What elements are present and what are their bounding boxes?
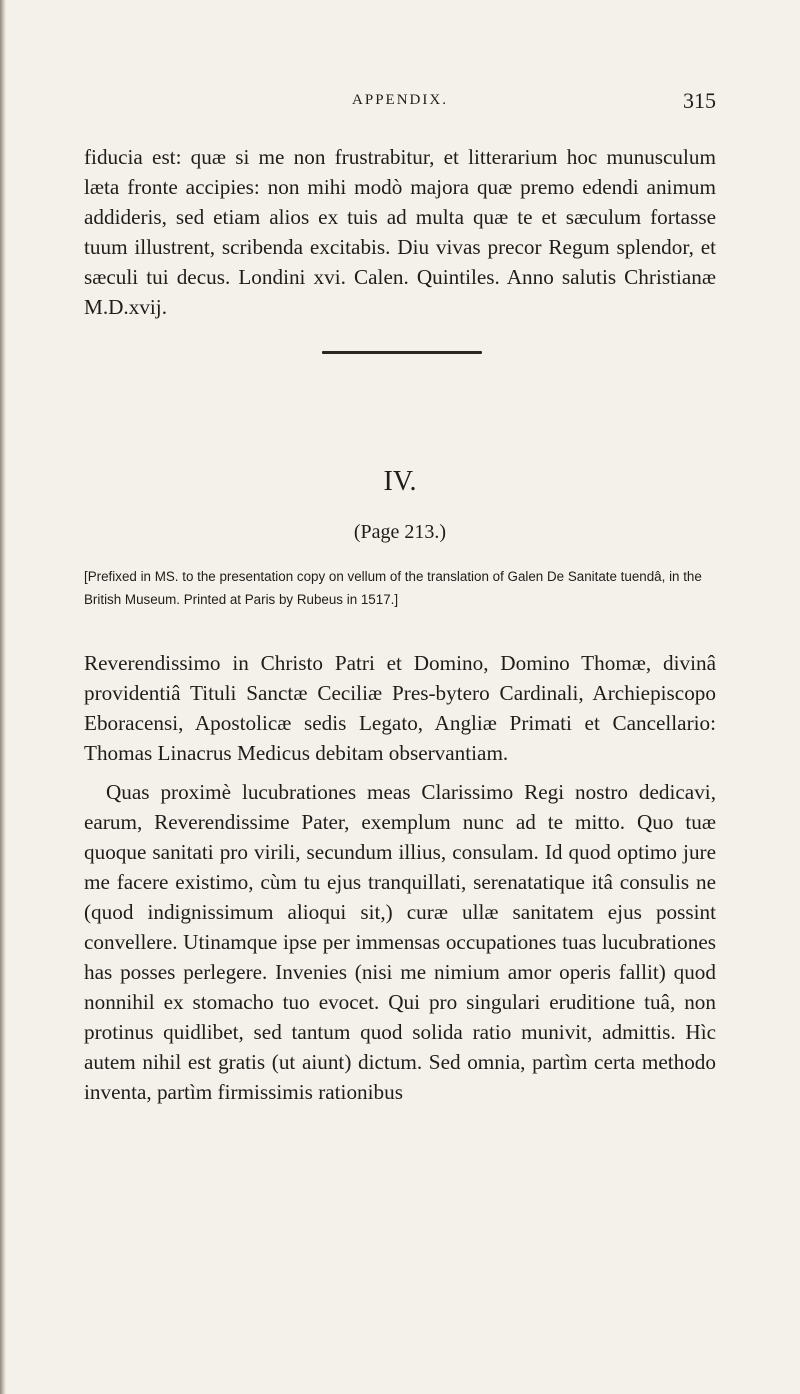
running-title: APPENDIX. (352, 92, 448, 108)
letter-paragraph: Quas proximè lucubrationes meas Clarissimo Regi nostro dedicavi, earum, Reverendissime Pater, exemplum nunc ad te mitto. Quo tuæ quoque sanitati pro virili, secundum illius, consulam. Id quod optimo jure me facere existimo, cùm tu ejus tranquillati, serenatatique itâ consulis ne (quod indignissimum alioqui sit,) curæ ullæ sanitatem ejus possint convellere. Utinamque ipse per immensas occupationes tuas lucubrationes has posses perlegere. Invenies (nisi me nimium amor operis fallit) quod nonnihil ex stomacho tuo evocet. Qui pro singulari eruditione tuâ, non protinus quidlibet, sed tantum quod solida ratio munivit, admittis. Hìc autem nihil est gratis (ut aiunt) dictum. Sed omnia, partìm certa methodo inventa, partìm firmissimis rationibus (84, 780, 716, 1104)
prefatory-note: [Prefixed in MS. to the presentation copy on vellum of the translation of Galen De Sanitate tuendâ, in the British Museum. Printed at Paris by Rubeus in 1517.] (84, 569, 702, 607)
running-head (84, 88, 716, 118)
dedication-paragraph: Reverendissimo in Christo Patri et Domino, Domino Thomæ, divinâ providentiâ Tituli Sanctæ Ceciliæ Pres-bytero Cardinali, Archiepiscopo Eboracensi, Apostolicæ sedis Legato, Angliæ Primati et Cancellario: Thomas Linacrus Medicus debitam observantiam. (84, 651, 716, 765)
opening-paragraph: fiducia est: quæ si me non frustrabitur, et litterarium hoc munusculum læta fronte accipies: non mihi modò majora quæ premo edendi animum addideris, sed etiam alios ex tuis ad multa quæ te et sæculum fortasse tuum illustrent, scribenda excitabis. Diu vivas precor Regum splendor, et sæculi tui decus. Londini xvi. Calen. Quintiles. Anno salutis Christianæ M.D.xvij. (84, 145, 716, 319)
body-text (84, 648, 716, 1107)
section-number: IV. (383, 466, 417, 497)
page-number: 315 (683, 88, 716, 113)
page-reference: (Page 213.) (353, 521, 447, 543)
opening-paragraph-block (84, 142, 716, 322)
section-divider-rule (322, 351, 482, 354)
